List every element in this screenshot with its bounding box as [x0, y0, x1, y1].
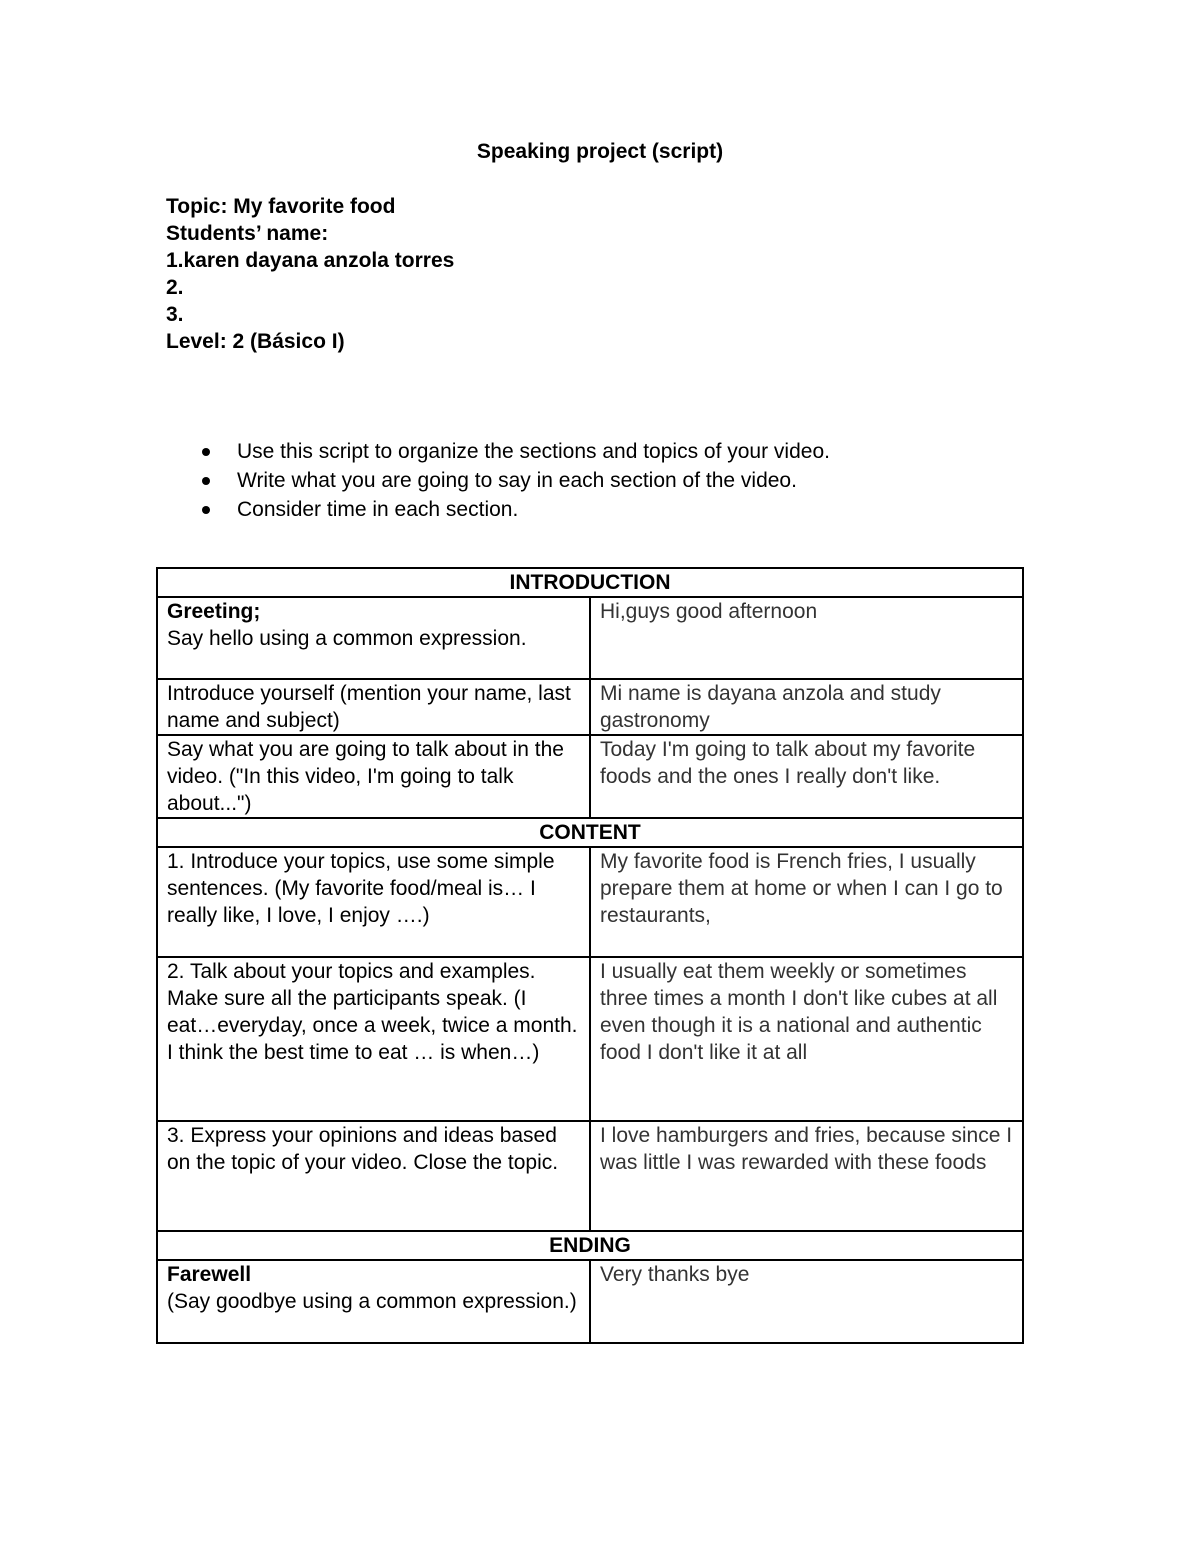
student-info	[166, 193, 454, 355]
instructions-list	[198, 437, 830, 524]
content-header: CONTENT	[157, 818, 1023, 847]
instruction-text: Write what you are going to say in each section of the video.	[237, 469, 797, 492]
table-row	[157, 847, 1023, 957]
student-3: 3.	[166, 303, 184, 326]
topic1-prompt: 1. Introduce your topics, use some simple sentences. (My favorite food/meal is… I really like, I love, I enjoy ….)	[157, 847, 590, 957]
about-prompt: Say what you are going to talk about in the video. ("In this video, I'm going to talk about...")	[157, 735, 590, 818]
farewell-prompt: (Say goodbye using a common expression.)	[167, 1290, 577, 1313]
introduce-answer: Mi name is dayana anzola and study gastronomy	[590, 679, 1023, 735]
topic3-answer: I love hamburgers and fries, because since I was little I was rewarded with these foods	[590, 1121, 1023, 1231]
instruction-item	[198, 437, 830, 466]
student-1: 1.karen dayana anzola torres	[166, 249, 455, 272]
topic3-prompt: 3. Express your opinions and ideas based on the topic of your video. Close the topic.	[157, 1121, 590, 1231]
greeting-prompt: Say hello using a common expression.	[167, 627, 527, 650]
script-table	[156, 567, 1024, 1344]
students-label: Students’ name:	[166, 222, 329, 245]
table-row	[157, 568, 1023, 597]
table-row	[157, 735, 1023, 818]
level-line: Level: 2 (Básico I)	[166, 330, 345, 353]
farewell-title: Farewell	[167, 1263, 252, 1286]
topic2-answer: I usually eat them weekly or sometimes three times a month I don't like cubes at all even though it is a national and authentic food I don't like it at all	[590, 957, 1023, 1121]
page-title: Speaking project (script)	[476, 140, 724, 163]
table-row	[157, 1260, 1023, 1343]
instruction-item	[198, 495, 830, 524]
farewell-prompt-cell	[157, 1260, 590, 1343]
table-row	[157, 1121, 1023, 1231]
instruction-text: Use this script to organize the sections and topics of your video.	[237, 440, 830, 463]
farewell-answer: Very thanks bye	[590, 1260, 1023, 1343]
student-2: 2.	[166, 276, 184, 299]
table-row	[157, 597, 1023, 679]
table-row	[157, 957, 1023, 1121]
ending-header: ENDING	[157, 1231, 1023, 1260]
topic-line: Topic: My favorite food	[166, 195, 396, 218]
about-answer: Today I'm going to talk about my favorite foods and the ones I really don't like.	[590, 735, 1023, 818]
table-row	[157, 1231, 1023, 1260]
instruction-text: Consider time in each section.	[237, 498, 519, 521]
bullet-icon	[202, 448, 210, 456]
bullet-icon	[202, 477, 210, 485]
greeting-title: Greeting;	[167, 600, 261, 623]
table-row	[157, 679, 1023, 735]
greeting-answer: Hi,guys good afternoon	[590, 597, 1023, 679]
introduce-prompt: Introduce yourself (mention your name, last name and subject)	[157, 679, 590, 735]
greeting-prompt-cell	[157, 597, 590, 679]
instruction-item	[198, 466, 830, 495]
introduction-header: INTRODUCTION	[157, 568, 1023, 597]
bullet-icon	[202, 506, 210, 514]
topic1-answer: My favorite food is French fries, I usually prepare them at home or when I can I go to restaurants,	[590, 847, 1023, 957]
topic2-prompt: 2. Talk about your topics and examples. Make sure all the participants speak. (I eat…everyday, once a week, twice a month. I think the best time to eat … is when…)	[157, 957, 590, 1121]
table-row	[157, 818, 1023, 847]
